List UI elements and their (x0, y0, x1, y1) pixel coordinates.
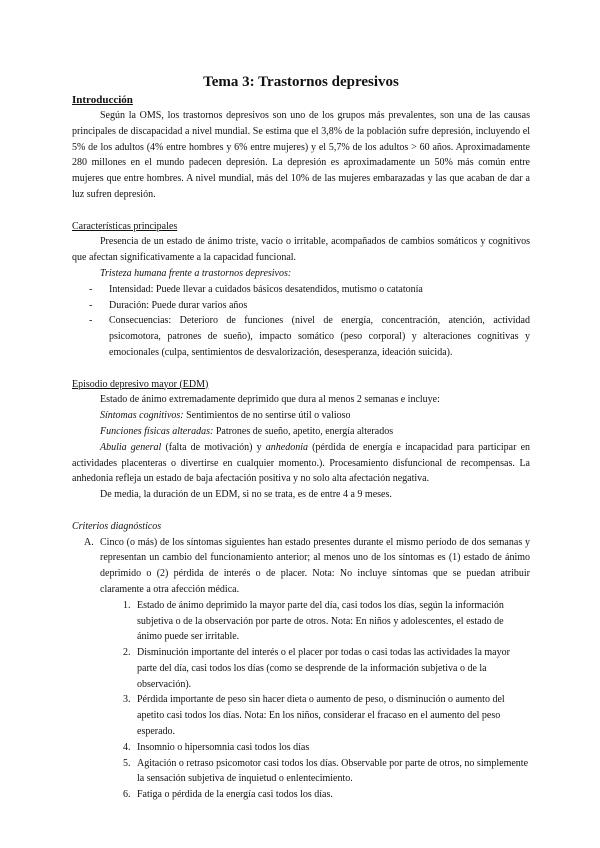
item-text: Fatiga o pérdida de la energía casi todos los días. (137, 789, 333, 801)
anhedonia-label: anhedonia (265, 441, 308, 453)
document-page (72, 72, 530, 803)
list-item (72, 298, 530, 314)
edm-intro: Estado de ánimo extremadamente deprimido que dura al menos 2 semanas e incluye: (100, 394, 440, 406)
caracteristicas-paragraph: Presencia de un estado de ánimo triste, vacío o irritable, acompañados de cambios somáticos y cognitivos que afectan significativamente a la capacidad funcional. (72, 236, 530, 264)
bullet-dash: - (89, 299, 93, 311)
list-item-text: Consecuencias: Deterioro de funciones (nivel de energía, concentración, atención, actividad psicomotora, patrones de sueño), impacto somático (peso corporal) y alteraciones cognitivas y emocionales (culpa, sentimientos de desvalorización, desesperanza, ideación suicida). (109, 315, 530, 358)
item-text: Insomnio o hipersomnia casi todos los días (137, 741, 310, 753)
edm-sintomas (72, 408, 530, 424)
item-number: 1. (123, 599, 131, 611)
item-text: Estado de ánimo deprimido la mayor parte del día, casi todos los días, según la información subjetiva o de la observación por parte de otros. Nota: En niños y adolescentes, el estado de ánimo puede ser irritable. (137, 599, 504, 643)
abulia-rest: (pérdida de energía e incapacidad para participar en actividades placenteras o divertirse en cualquier momento.). Procesamiento disfuncional de recompensas. La anhedonia refleja un estado de baja afectación positiva y no solo alta afectación negativa. (72, 441, 531, 485)
caracteristicas-list (72, 282, 530, 361)
spacer (72, 503, 530, 519)
item-number: 5. (123, 757, 131, 769)
tristeza-subheading: Tristeza humana frente a trastornos depresivos: (100, 267, 292, 279)
spacer (72, 203, 530, 219)
intro-heading: Introducción (72, 94, 133, 106)
abulia-mid: (falta de motivación) y (161, 441, 266, 453)
funciones-text: Patrones de sueño, apetito, energía alterados (213, 425, 394, 437)
edm-heading: Episodio depresivo mayor (EDM) (72, 378, 209, 390)
bullet-dash: - (89, 283, 93, 295)
edm-funciones (72, 424, 530, 440)
list-item (123, 645, 530, 692)
item-text: Pérdida importante de peso sin hacer dieta o aumento de peso, o disminución o aumento del apetito casi todos los días. Nota: En los niños, considerar el fracaso en el aumento del peso esperado. (137, 694, 505, 738)
item-number: 2. (123, 647, 131, 659)
list-item (72, 313, 530, 360)
criterios-heading: Criterios diagnósticos (72, 520, 162, 532)
criterio-a-marker: A. (84, 536, 94, 548)
spacer (72, 361, 530, 377)
item-text: Disminución importante del interés o el placer por todas o casi todas las actividades la mayor parte del día, casi todos los días (como se desprende de la información subjetiva o de la observación). (137, 647, 510, 690)
list-item (123, 740, 530, 756)
criterios-list (72, 598, 530, 803)
criterio-a-text: Cinco (o más) de los síntomas siguientes han estado presentes durante el mismo período de dos semanas y representan un cambio del funcionamiento anterior; al menos uno de los síntomas es (1) estado de ánimo deprimido o (2) pérdida de interés o de placer. Nota: No incluye síntomas que se puedan atribuir claramente a otra afección médica. (100, 536, 530, 595)
edm-duracion: De media, la duración de un EDM, si no se trata, es de entre 4 a 9 meses. (100, 489, 392, 501)
abulia-label: Abulia general (100, 441, 162, 453)
list-item-text: Duración: Puede durar varios años (109, 299, 248, 311)
sintomas-text: Sentimientos de no sentirse útil o valioso (183, 410, 351, 422)
criterio-a (72, 535, 530, 598)
list-item (123, 787, 530, 803)
intro-paragraph: Según la OMS, los trastornos depresivos son uno de los grupos más prevalentes, son una de las causas principales de discapacidad a nivel mundial. Se estima que el 3,8% de la población sufre depresión, incluyendo el 5% de los adultos (4% entre hombres y 6% entre mujeres) y el 5,7% de los adultos > 60 años. Aproximadamente 280 millones en el mundo padecen depresión. La depresión es aproximadamente un 50% más común entre mujeres que entre hombres. A nivel mundial, más del 10% de las mujeres embarazadas y las que acaban de dar a luz sufren depresión. (72, 110, 530, 200)
caracteristicas-heading: Características principales (72, 220, 178, 232)
list-item (123, 756, 530, 788)
item-number: 6. (123, 789, 131, 801)
item-number: 3. (123, 694, 131, 706)
list-item (72, 282, 530, 298)
page-title: Tema 3: Trastornos depresivos (203, 74, 399, 90)
item-number: 4. (123, 741, 131, 753)
bullet-dash: - (89, 315, 93, 327)
list-item-text: Intensidad: Puede llevar a cuidados básicos desatendidos, mutismo o catatonía (109, 283, 423, 295)
edm-abulia (72, 440, 530, 487)
item-text: Agitación o retraso psicomotor casi todos los días. Observable por parte de otros, no simplemente la sensación subjetiva de inquietud o enlentecimiento. (137, 757, 529, 785)
sintomas-label: Síntomas cognitivos: (100, 410, 184, 422)
funciones-label: Funciones físicas alteradas: (100, 425, 214, 437)
list-item (123, 692, 530, 739)
list-item (123, 598, 530, 645)
